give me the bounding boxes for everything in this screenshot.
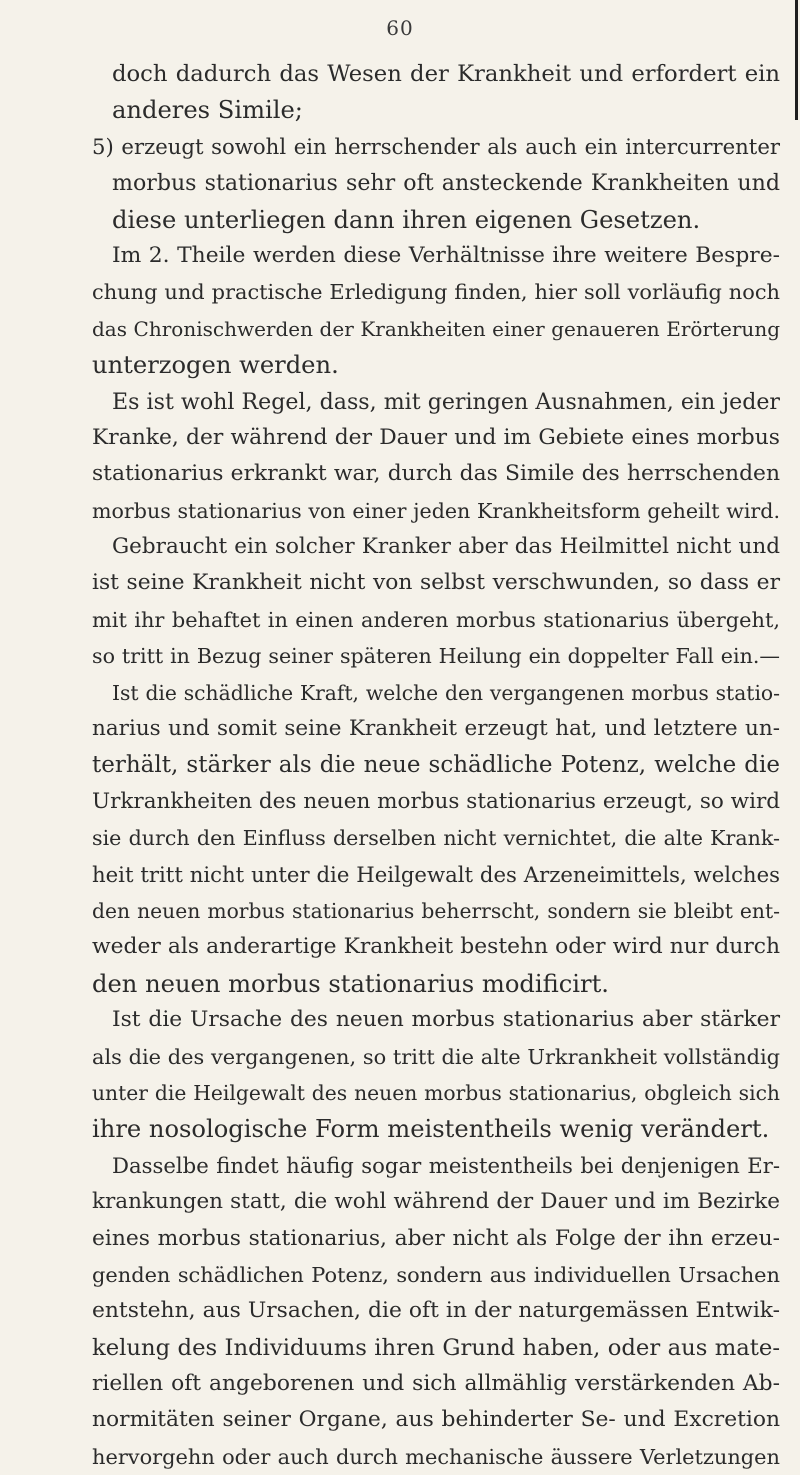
text-line: den neuen morbus stationarius modificirt. — [92, 969, 609, 998]
body-text — [92, 56, 780, 1475]
page-number: 60 — [386, 16, 414, 40]
text-line: riellen oft angeborenen und sich allmählig verstärkenden Ab- — [92, 1371, 780, 1397]
text-line: morbus stationarius sehr oft ansteckende Krankheiten und — [112, 170, 780, 197]
page-edge-mark — [795, 0, 798, 120]
text-line: doch dadurch das Wesen der Krankheit und erfordert ein — [112, 61, 780, 87]
text-line: hervorgehn oder auch durch mechanische äussere Verletzungen — [92, 1444, 780, 1469]
text-line: diese unterliegen dann ihren eigenen Gesetzen. — [112, 205, 701, 234]
text-line: krankungen statt, die wohl während der Dauer und im Bezirke — [92, 1189, 780, 1215]
text-line: Dasselbe findet häufig sogar meistentheils bei denjenigen Er- — [112, 1152, 780, 1178]
text-line: sie durch den Einfluss derselben nicht vernichtet, die alte Krank- — [92, 826, 780, 851]
text-line: als die des vergangenen, so tritt die alte Urkrankheit vollständig — [92, 1044, 780, 1069]
text-line: Ist die Ursache des neuen morbus stationarius aber stärker — [112, 1007, 780, 1033]
text-line: heit tritt nicht unter die Heilgewalt des Arzeneimittels, welches — [92, 861, 780, 887]
text-line: terhält, stärker als die neue schädliche Potenz, welche die — [92, 752, 780, 779]
text-line: normitäten seiner Organe, aus behinderter Se- und Excretion — [92, 1407, 780, 1433]
text-line: Im 2. Theile werden diese Verhältnisse ihre weitere Bespre- — [112, 242, 780, 268]
text-line: Urkrankheiten des neuen morbus stationarius erzeugt, so wird — [92, 788, 780, 814]
text-line: genden schädlichen Potenz, sondern aus individuellen Ursachen — [92, 1262, 780, 1287]
text-line: unter die Heilgewalt des neuen morbus stationarius, obgleich sich — [92, 1080, 780, 1105]
text-line: entstehn, aus Ursachen, die oft in der naturgemässen Entwik- — [92, 1298, 780, 1324]
text-line: mit ihr behaftet in einen anderen morbus stationarius übergeht, — [92, 607, 780, 632]
text-line: den neuen morbus stationarius beherrscht, sondern sie bleibt ent- — [92, 898, 780, 923]
text-line: Es ist wohl Regel, dass, mit geringen Ausnahmen, ein jeder — [112, 388, 780, 415]
text-line: unterzogen werden. — [92, 351, 339, 380]
text-line: so tritt in Bezug seiner späteren Heilung ein doppelter Fall ein.— — [92, 644, 780, 669]
text-line: anderes Simile; — [112, 96, 303, 125]
text-line: weder als anderartige Krankheit bestehn oder wird nur durch — [92, 934, 780, 960]
text-line: chung und practische Erledigung finden, hier soll vorläufig noch — [92, 280, 780, 305]
text-line: stationarius erkrankt war, durch das Simile des herrschenden — [92, 461, 780, 487]
text-line: kelung des Individuums ihren Grund haben, oder aus mate- — [92, 1334, 780, 1361]
text-line: eines morbus stationarius, aber nicht als Folge der ihn erzeu- — [92, 1225, 780, 1251]
text-line: ist seine Krankheit nicht von selbst verschwunden, so dass er — [92, 570, 780, 596]
text-line: morbus stationarius von einer jeden Krankheitsform geheilt wird. — [92, 498, 780, 523]
text-line: Kranke, der während der Dauer und im Gebiete eines morbus — [92, 424, 780, 450]
text-line: ihre nosologische Form meistentheils wenig verändert. — [92, 1115, 770, 1144]
text-line: Gebraucht ein solcher Kranker aber das Heilmittel nicht und — [112, 534, 780, 560]
text-line: Ist die schädliche Kraft, welche den vergangenen morbus statio- — [112, 680, 780, 705]
text-line: das Chronischwerden der Krankheiten einer genaueren Erörterung — [92, 316, 780, 341]
text-line: narius und somit seine Krankheit erzeugt hat, und letztere un- — [92, 716, 780, 742]
text-line: 5) erzeugt sowohl ein herrschender als auch ein intercurrenter — [92, 133, 780, 159]
